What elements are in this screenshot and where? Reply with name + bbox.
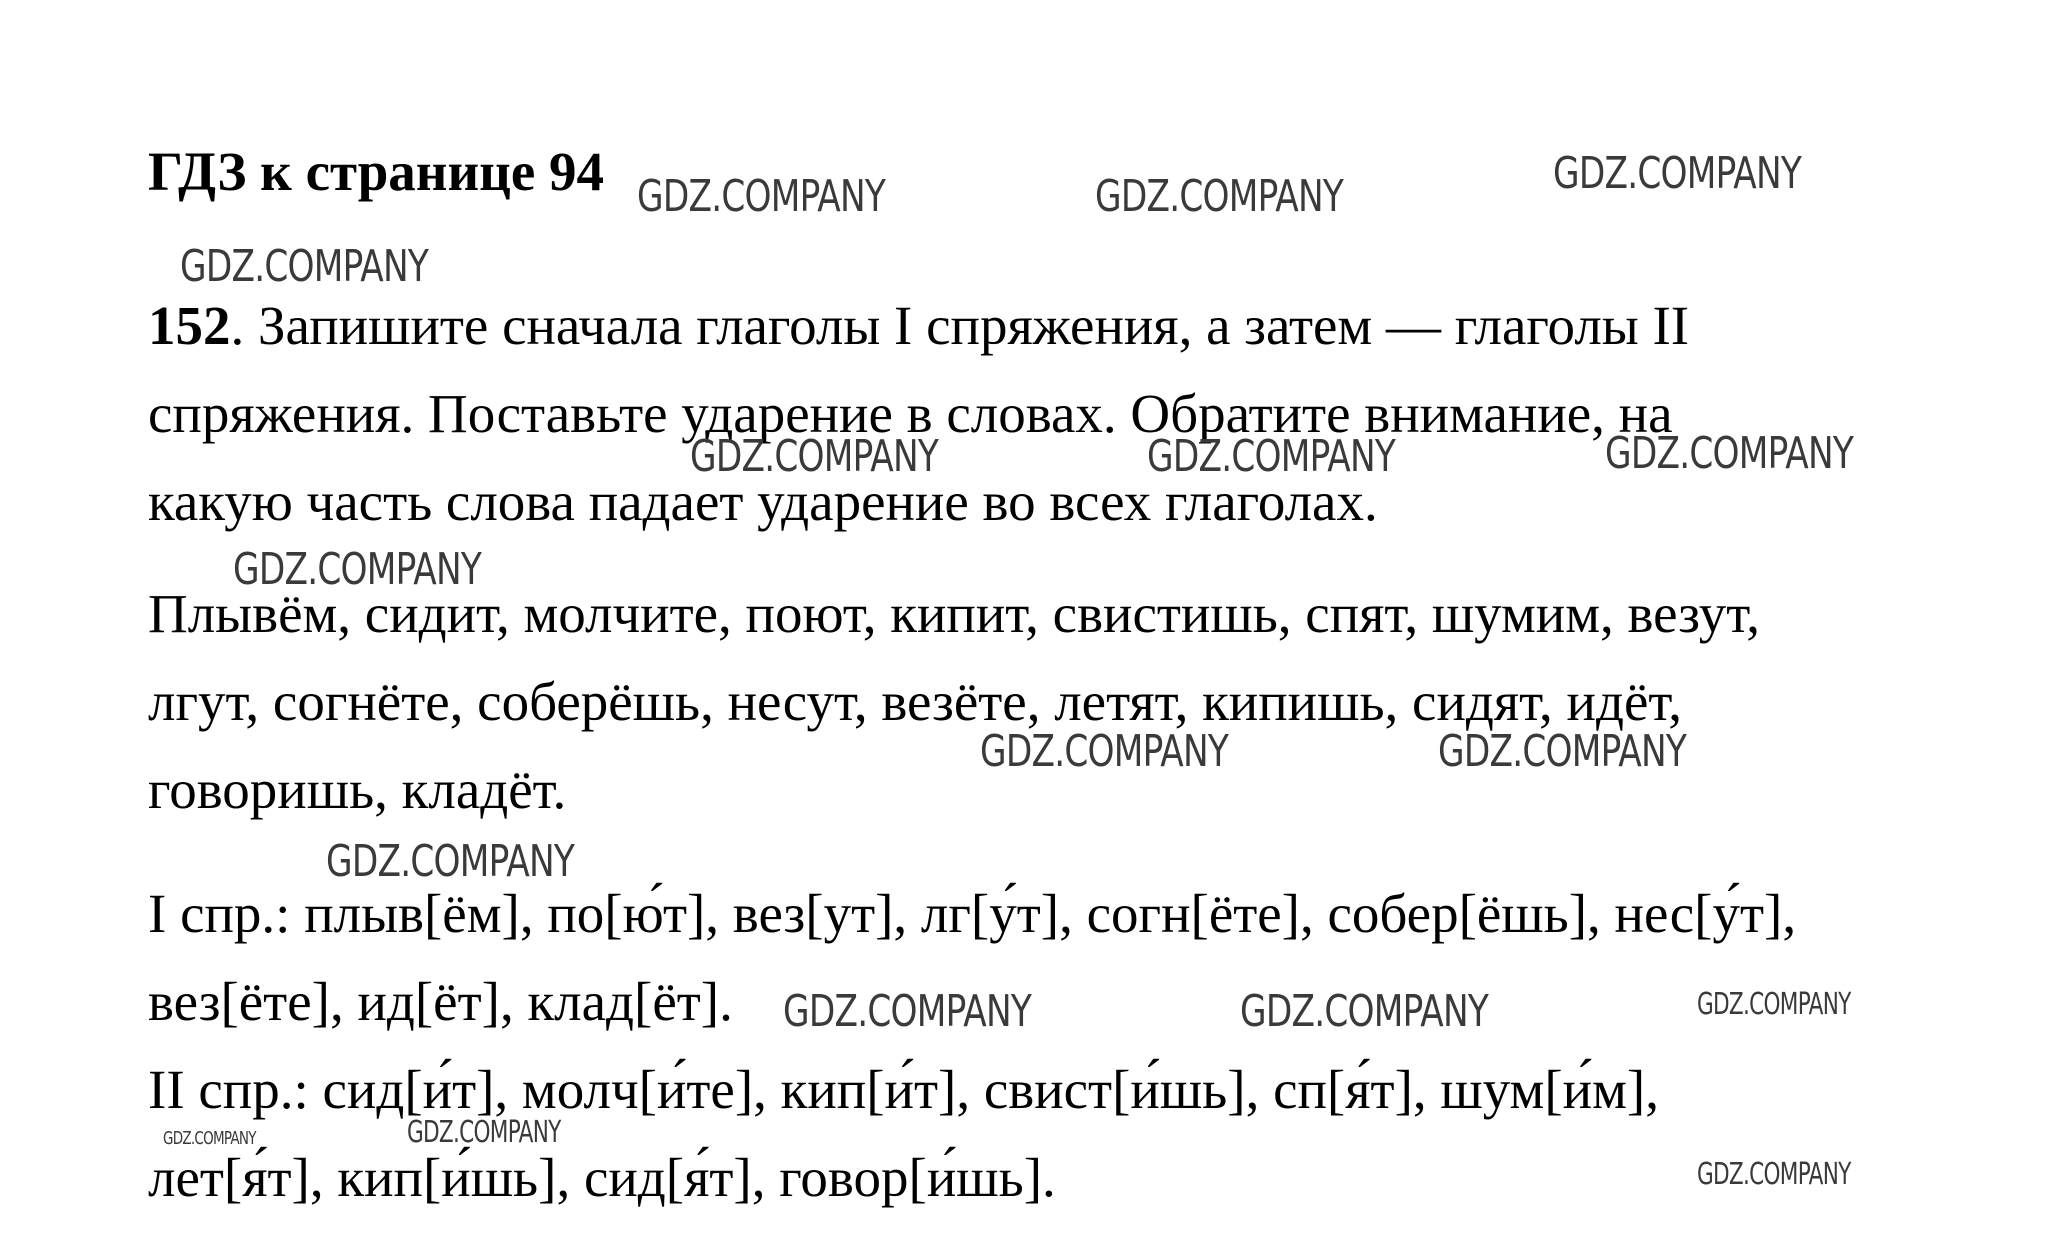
watermark: GDZ.COMPANY: [637, 171, 886, 222]
watermark: GDZ.COMPANY: [690, 431, 939, 482]
watermark: GDZ.COMPANY: [1240, 986, 1489, 1037]
task-line-1: [148, 282, 1948, 370]
task-number: 152: [148, 295, 231, 356]
answer-first-conjugation-line-1: I спр.: плыв[ём], по[ю́т], вез[ут], лг[у́т], согн[ёте], собер[ёшь], нес[у́т],: [148, 883, 1797, 944]
task-line-2: спряжения. Поставьте ударение в словах. Обратите внимание, на: [148, 383, 1673, 444]
watermark: GDZ.COMPANY: [783, 986, 1032, 1037]
watermark: GDZ.COMPANY: [326, 836, 575, 887]
word-list-line-1: Плывём, сидит, молчите, поют, кипит, свистишь, спят, шумим, везут,: [148, 583, 1760, 644]
watermark: GDZ.COMPANY: [1095, 171, 1344, 222]
watermark: GDZ.COMPANY: [1147, 431, 1396, 482]
answer-second-conjugation-line-1: II спр.: сид[и́т], молч[и́те], кип[и́т], свист[и́шь], сп[я́т], шум[и́м],: [148, 1059, 1659, 1120]
watermark: GDZ.COMPANY: [1438, 726, 1687, 777]
watermark: GDZ.COMPANY: [233, 544, 482, 595]
answer-first-conjugation-line-2: вез[ёте], ид[ёт], клад[ёт].: [148, 971, 733, 1032]
watermark: GDZ.COMPANY: [1605, 428, 1854, 479]
watermark: GDZ.COMPANY: [407, 1115, 561, 1150]
task-line-3: какую часть слова падает ударение во всех глаголах.: [148, 471, 1378, 532]
watermark: GDZ.COMPANY: [1697, 987, 1851, 1022]
task-text: [148, 282, 1948, 546]
word-list-line-2: лгут, согнёте, соберёшь, несут, везёте, летят, кипишь, сидят, идёт,: [148, 671, 1683, 732]
watermark: GDZ.COMPANY: [163, 1128, 256, 1149]
watermark: GDZ.COMPANY: [1697, 1157, 1851, 1192]
watermark: GDZ.COMPANY: [980, 726, 1229, 777]
watermark: GDZ.COMPANY: [1553, 148, 1802, 199]
word-list: [148, 570, 1948, 834]
answer-block: [148, 870, 1948, 1222]
page-heading: ГДЗ к странице 94: [148, 141, 605, 202]
word-list-line-3: говоришь, кладёт.: [148, 759, 567, 820]
watermark: GDZ.COMPANY: [180, 241, 429, 292]
answer-second-conjugation-line-2: лет[я́т], кип[и́шь], сид[я́т], говор[и́шь].: [148, 1147, 1056, 1208]
task-line-1-text: . Запишите сначала глаголы I спряжения, а затем — глаголы II: [230, 295, 1690, 356]
